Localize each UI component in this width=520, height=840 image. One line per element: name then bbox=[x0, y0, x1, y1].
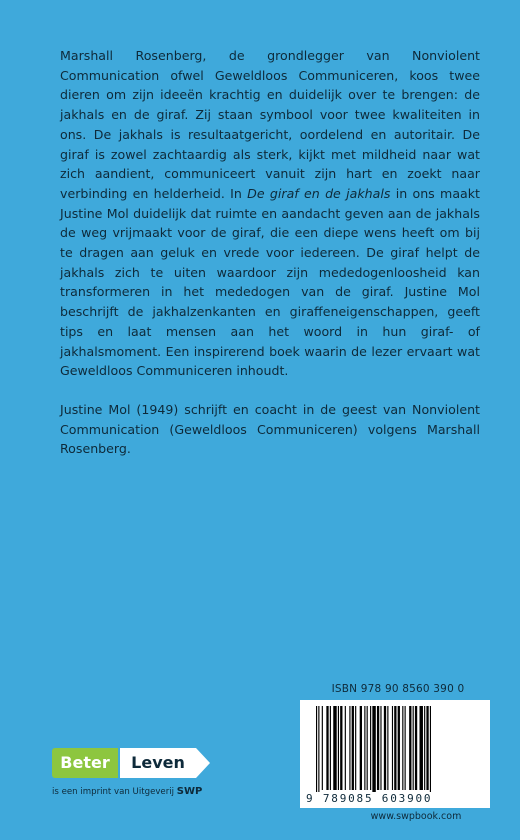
blurb bbox=[60, 46, 480, 459]
logo-leven-text: Leven bbox=[120, 748, 196, 778]
barcode-bar bbox=[338, 706, 339, 790]
barcode-bar bbox=[370, 706, 371, 790]
barcode-bar bbox=[330, 706, 331, 790]
barcode-bar bbox=[394, 706, 396, 790]
barcode-bar bbox=[372, 706, 375, 796]
barcode-bar bbox=[340, 706, 342, 790]
barcode-bar bbox=[426, 706, 428, 790]
barcode-bar bbox=[430, 706, 431, 796]
imprint-text: is een imprint van Uitgeverij bbox=[52, 787, 177, 797]
barcode-bar bbox=[392, 706, 393, 790]
author-bio: Justine Mol (1949) schrijft en coacht in de geest van Nonviolent Communication (Geweldloos Communiceren) volgens Marshall Rosenberg. bbox=[60, 401, 480, 457]
isbn-label: ISBN 978 90 8560 390 0 bbox=[331, 683, 465, 695]
barcode-bar bbox=[415, 706, 417, 790]
barcode-bar bbox=[380, 706, 381, 790]
barcode-bar bbox=[424, 706, 425, 790]
barcode-bar bbox=[333, 706, 336, 790]
barcode-bar bbox=[377, 706, 379, 790]
blurb-paragraph-1 bbox=[60, 46, 480, 381]
barcode-bars bbox=[314, 706, 480, 796]
publisher-name: SWP bbox=[176, 786, 203, 797]
book-title: De giraf en de jakhals bbox=[247, 185, 391, 201]
blurb-text-1a: Marshall Rosenberg, de grondlegger van Nonviolent Communication ofwel Geweldloos Communiceren, koos twee dieren om zijn ideeën krachtig en duidelijk over te brengen: de jakhals en de giraf. Zij staan symbool voor twee kwaliteiten in ons. De jakhals is resultaatgericht, oordelend en autoritair. De giraf is zowel zachtaardig als sterk, kijkt met mildheid naar wat zich aandient, communiceert vanuit zijn hart en zoekt naar verbinding en helderheid. In bbox=[60, 48, 480, 201]
barcode-number: 9 789085 603900 bbox=[306, 792, 484, 805]
website-url: www.swpbook.com bbox=[370, 811, 462, 822]
barcode-bar bbox=[398, 706, 400, 790]
barcode-bar bbox=[364, 706, 365, 790]
barcode-bar bbox=[360, 706, 362, 790]
barcode-bar bbox=[322, 706, 323, 790]
barcode-bar bbox=[352, 706, 354, 790]
barcode-bar bbox=[387, 706, 388, 790]
barcode-bar bbox=[405, 706, 406, 790]
logo-beter-text: Beter bbox=[52, 748, 118, 778]
barcode-bar bbox=[349, 706, 350, 790]
barcode-bar bbox=[316, 706, 317, 796]
barcode-bar bbox=[409, 706, 411, 790]
barcode-bar bbox=[402, 706, 403, 790]
logo-arrow-shape bbox=[196, 748, 210, 778]
barcode-bar bbox=[413, 706, 414, 790]
barcode-bar bbox=[345, 706, 346, 790]
barcode bbox=[300, 700, 490, 808]
imprint-line bbox=[52, 786, 202, 797]
blurb-text-1b: in ons maakt Justine Mol duidelijk dat ruimte en aandacht geven aan de jakhals de weg vrijmaakt voor de giraf, die een diepe wens heeft om bij te dragen aan geluk en vrede voor iedereen. De giraf helpt de jakhals zich te uiten waardoor zijn mededogenloosheid kan transformeren in het mededogen van de giraf. Justine Mol beschrijft de jakhalzenkanten en giraffeneigenschappen, geeft tips en laat mensen aan het woord in hun giraf- of jakhalsmoment. Een inspirerend boek waarin de lezer ervaart wat Geweldloos Communiceren inhoudt. bbox=[60, 185, 480, 379]
barcode-bar bbox=[420, 706, 423, 790]
barcode-bar bbox=[367, 706, 368, 790]
barcode-bar bbox=[355, 706, 356, 790]
barcode-bar bbox=[384, 706, 386, 790]
beter-leven-logo bbox=[52, 748, 222, 778]
barcode-bar bbox=[326, 706, 328, 790]
barcode-bar bbox=[318, 706, 319, 796]
